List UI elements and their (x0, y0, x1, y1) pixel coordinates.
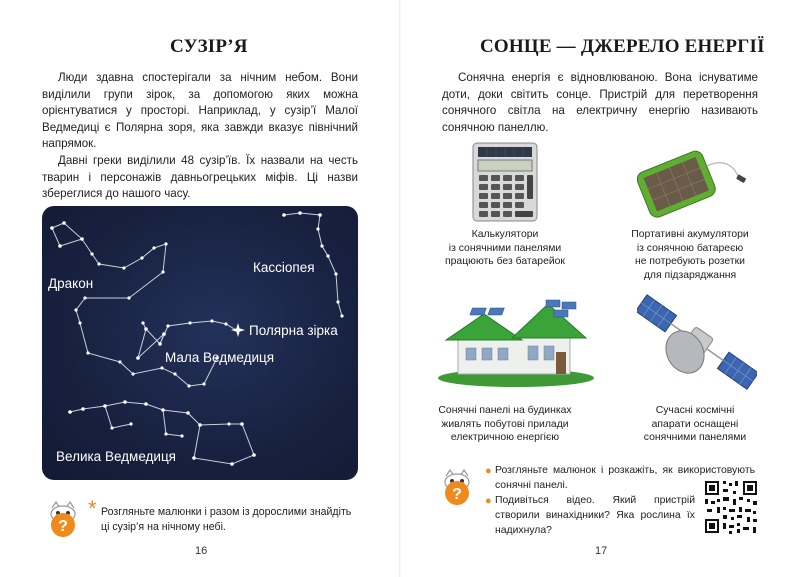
label-polaris: Полярна зірка (249, 323, 338, 338)
draco-head-lines (52, 223, 82, 246)
page-number-left: 16 (195, 545, 208, 557)
bullet-dot-icon: ● (485, 495, 492, 507)
bullet-dot-icon: ● (485, 465, 492, 477)
left-page-title: СУЗІР’Я (170, 36, 248, 57)
ursa-major-leg-lines (163, 410, 182, 436)
task-bullet-1-text: Розгляньте малюнок і розкажіть, як використовують сонячні панелі. (495, 465, 755, 491)
question-owl-icon (44, 500, 82, 538)
constellation-map (42, 206, 358, 480)
satellite-illustration (637, 292, 757, 392)
polaris-star-icon (231, 323, 245, 337)
calculator-illustration (472, 142, 538, 222)
question-owl-icon (438, 468, 476, 506)
caption-calculator: Калькулятори із сонячними панелями працюють без батарейок (445, 229, 565, 267)
right-page-title: СОНЦЕ — ДЖЕРЕЛО ЕНЕРГІЇ (480, 36, 765, 57)
ursa-major-leg2-lines (105, 406, 131, 428)
svg-text:?: ? (58, 518, 68, 535)
label-ursa-major: Велика Ведмедиця (56, 449, 176, 464)
caption-power-bank: Портативні акумулятори із сонячною батареєю не потребують розетки для підзаряджання (631, 229, 749, 281)
qr-code-icon[interactable] (703, 479, 759, 535)
power-bank-illustration (637, 146, 747, 222)
svg-text:?: ? (452, 486, 462, 503)
night-sky-illustration (42, 206, 358, 480)
page-number-right: 17 (595, 545, 608, 557)
ursa-minor-body-lines (138, 323, 164, 358)
caption-satellite: Сучасні космічні апарати оснащені сонячними панелями (643, 405, 747, 443)
left-paragraph-1: Люди здавна спостерігали за нічним небом. Вони виділили групи зірок, за допомогою яких можна орієнтуватися у просторі. Наприклад, у сузір’ї Малої Ведмедиці є Полярна зоря, яка завжди вказує північний напрямок. (42, 71, 358, 150)
left-paragraph-2: Давні греки виділили 48 сузір’їв. Їх назвали на честь тварин і персонажів давньогрецьких міфів. Ці назви збереглися до нашого часу. (42, 154, 358, 200)
label-cassiopeia: Кассіопея (253, 260, 315, 275)
right-paragraph: Сонячна енергія є відновлюваною. Вона існуватиме доти, доки світить сонце. Пристрій для перетворення сонячного світла на електричну енергію називають сонячною панеллю. (442, 71, 758, 134)
left-task-text: Розгляньте малюнки і разом із дорослими знайдіть ці сузір’я на нічному небі. (101, 506, 352, 533)
house-with-solar-panels-illustration (436, 298, 596, 388)
caption-house: Сонячні панелі на будинках живлять побутові прилади електричною енергією (438, 405, 572, 443)
right-page (400, 0, 800, 577)
task-asterisk: * (88, 496, 97, 521)
task-bullet-2-text: Подивіться відео. Який пристрій створили винахідники? Яка рослина їх надихнула? (495, 495, 695, 536)
label-draco: Дракон (48, 276, 94, 291)
label-ursa-minor: Мала Ведмедиця (165, 350, 275, 365)
task-bullet-2 (485, 493, 695, 538)
